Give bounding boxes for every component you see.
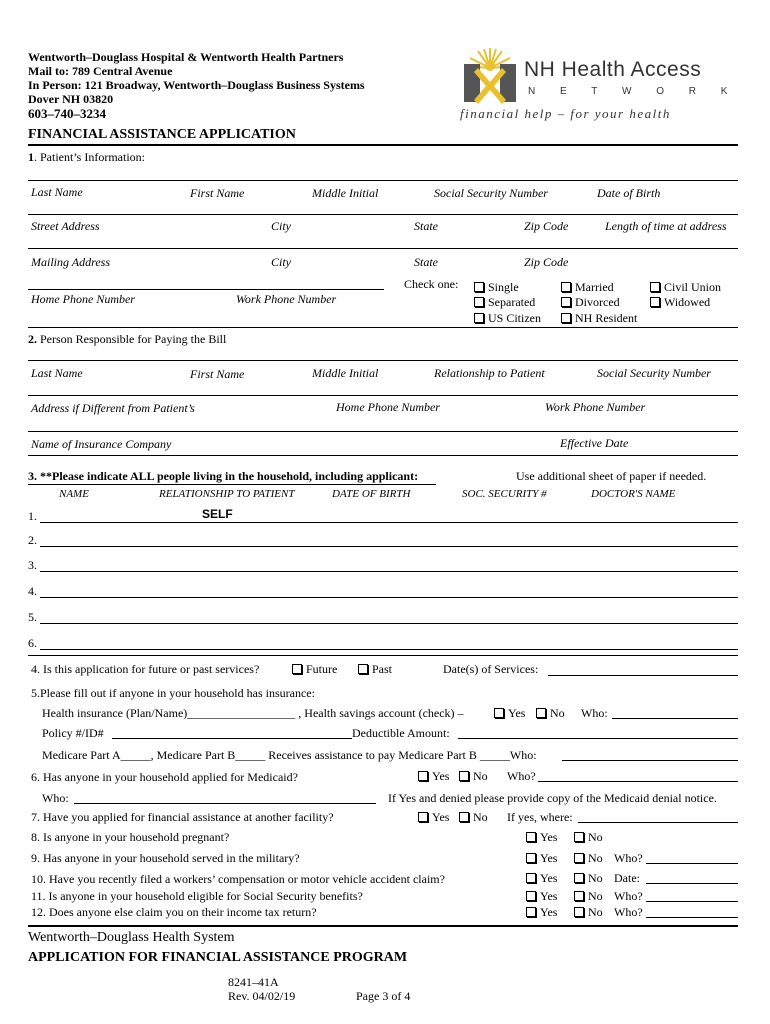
label-city-2: City bbox=[271, 255, 291, 269]
check-one-label: Check one: bbox=[404, 277, 459, 291]
household-row-4-number: 4. bbox=[28, 584, 37, 598]
section2-end-rule bbox=[28, 455, 738, 456]
payer-row2-line[interactable] bbox=[28, 395, 738, 396]
checkbox-icon[interactable] bbox=[459, 812, 469, 822]
q11-no[interactable]: No bbox=[574, 889, 603, 904]
q8-no[interactable]: No bbox=[574, 830, 603, 845]
q9-who-label: Who? bbox=[614, 851, 643, 865]
label-payer-middle-initial: Middle Initial bbox=[312, 366, 379, 380]
section2-heading bbox=[28, 332, 226, 347]
q5-policy-field[interactable] bbox=[112, 738, 352, 739]
footer-page-number: Page 3 of 4 bbox=[356, 989, 411, 1003]
q5-policy-label: Policy #/ID# bbox=[42, 726, 104, 740]
label-dob: Date of Birth bbox=[597, 186, 661, 200]
label-city: City bbox=[271, 219, 291, 233]
q7-yes[interactable]: Yes bbox=[418, 810, 449, 825]
section3-end-rule bbox=[28, 655, 738, 656]
checkbox-icon[interactable] bbox=[474, 282, 484, 292]
option-nh-resident[interactable]: NH Resident bbox=[561, 311, 637, 326]
label-payer-address: Address if Different from Patient’s bbox=[31, 401, 195, 415]
section3-heading: 3. **Please indicate ALL people living in the household, including applicant: bbox=[28, 469, 419, 483]
footer-revision: Rev. 04/02/19 bbox=[228, 989, 296, 1003]
q4-question: 4. Is this application for future or past services? bbox=[31, 662, 260, 676]
q9-who-field[interactable] bbox=[646, 863, 738, 864]
household-row-1-line[interactable] bbox=[40, 522, 738, 523]
checkbox-icon[interactable] bbox=[574, 853, 584, 863]
q5-deductible-field[interactable] bbox=[458, 738, 738, 739]
patient-row2-line[interactable] bbox=[28, 214, 738, 215]
label-zip-2: Zip Code bbox=[524, 255, 569, 269]
sunburst-person-icon bbox=[460, 46, 520, 106]
label-first-name: First Name bbox=[190, 186, 245, 200]
checkbox-icon[interactable] bbox=[574, 891, 584, 901]
footer-system-name: Wentworth–Douglass Health System bbox=[28, 930, 235, 945]
label-mailing-address: Mailing Address bbox=[31, 255, 111, 269]
q5-hsa-yes[interactable]: Yes bbox=[494, 706, 525, 721]
q6-question: 6. Has anyone in your household applied for Medicaid? bbox=[31, 770, 298, 784]
q5-medicare: Medicare Part A_____, Medicare Part B_____ Receives assistance to pay Medicare Part B _____Who: bbox=[42, 748, 537, 762]
q11-question: 11. Is anyone in your household eligible for Social Security benefits? bbox=[31, 889, 363, 903]
label-payer-ssn: Social Security Number bbox=[597, 366, 711, 380]
form-title: FINANCIAL ASSISTANCE APPLICATION bbox=[28, 127, 296, 142]
q7-where-field[interactable] bbox=[578, 822, 738, 823]
q11-yes[interactable]: Yes bbox=[526, 889, 557, 904]
col-ssn: SOC. SECURITY # bbox=[462, 488, 547, 500]
q10-yes[interactable]: Yes bbox=[526, 871, 557, 886]
checkbox-icon[interactable] bbox=[561, 282, 571, 292]
logo-tagline: financial help – for your health bbox=[460, 106, 671, 121]
option-divorced[interactable]: Divorced bbox=[561, 295, 620, 310]
q4-past-option[interactable]: Past bbox=[358, 662, 392, 677]
q6-no[interactable]: No bbox=[459, 769, 488, 784]
checkbox-icon[interactable] bbox=[536, 708, 546, 718]
q5-deductible-label: Deductible Amount: bbox=[352, 726, 450, 740]
q5-health-insurance: Health insurance (Plan/Name)__________________ , Health savings account (check) – bbox=[42, 706, 464, 720]
option-widowed[interactable]: Widowed bbox=[650, 295, 710, 310]
checkbox-icon[interactable] bbox=[574, 907, 584, 917]
q9-no[interactable]: No bbox=[574, 851, 603, 866]
checkbox-icon[interactable] bbox=[474, 313, 484, 323]
label-length-at-address: Length of time at address bbox=[605, 219, 727, 233]
label-insurance-company: Name of Insurance Company bbox=[31, 437, 172, 451]
q10-date-field[interactable] bbox=[646, 883, 738, 884]
q5-hsa-no[interactable]: No bbox=[536, 706, 565, 721]
household-row-1-number: 1. bbox=[28, 509, 37, 523]
q5-medicare-who-field[interactable] bbox=[562, 760, 738, 761]
household-row-1-relationship[interactable]: SELF bbox=[202, 507, 233, 521]
section2-number: 2. bbox=[28, 332, 37, 346]
payer-row3-line[interactable] bbox=[28, 431, 738, 432]
checkbox-icon[interactable] bbox=[650, 297, 660, 307]
label-zip: Zip Code bbox=[524, 219, 569, 233]
col-doctor: DOCTOR'S NAME bbox=[591, 488, 676, 500]
footer-form-number: 8241–41A bbox=[228, 975, 279, 989]
label-payer-last-name: Last Name bbox=[31, 366, 83, 380]
label-middle-initial: Middle Initial bbox=[312, 186, 379, 200]
org-name: Wentworth–Douglass Hospital & Wentworth Health Partners bbox=[28, 50, 344, 64]
col-relationship: RELATIONSHIP TO PATIENT bbox=[159, 488, 295, 500]
col-dob: DATE OF BIRTH bbox=[332, 488, 411, 500]
household-row-6-line[interactable] bbox=[40, 649, 738, 650]
label-work-phone: Work Phone Number bbox=[236, 292, 337, 306]
logo-title: NH Health Access bbox=[524, 58, 702, 81]
household-row-2-number: 2. bbox=[28, 533, 37, 547]
q9-question: 9. Has anyone in your household served in the military? bbox=[31, 851, 300, 865]
household-row-6-number: 6. bbox=[28, 636, 37, 650]
section2-title: Person Responsible for Paying the Bill bbox=[37, 332, 227, 346]
mail-to-address: Mail to: 789 Central Avenue bbox=[28, 64, 173, 78]
q7-no[interactable]: No bbox=[459, 810, 488, 825]
checkbox-icon[interactable] bbox=[561, 313, 571, 323]
option-civil-union[interactable]: Civil Union bbox=[650, 280, 721, 295]
label-last-name: Last Name bbox=[31, 185, 83, 199]
medicaid-denial-note: If Yes and denied please provide copy of the Medicaid denial notice. bbox=[388, 791, 717, 805]
checkbox-icon[interactable] bbox=[574, 832, 584, 842]
section1-heading bbox=[28, 150, 145, 165]
checkbox-icon[interactable] bbox=[459, 771, 469, 781]
household-row-4-line[interactable] bbox=[40, 597, 738, 598]
q12-who-field[interactable] bbox=[646, 917, 738, 918]
q6-who-label: Who? bbox=[507, 769, 536, 783]
label-payer-relationship: Relationship to Patient bbox=[434, 366, 545, 380]
checkbox-icon[interactable] bbox=[526, 853, 536, 863]
phone-number: 603–740–3234 bbox=[28, 106, 106, 121]
checkbox-icon[interactable] bbox=[526, 907, 536, 917]
q8-question: 8. Is anyone in your household pregnant? bbox=[31, 830, 230, 844]
q11-who-field[interactable] bbox=[646, 901, 738, 902]
q8-yes[interactable]: Yes bbox=[526, 830, 557, 845]
section1-title: . Patient’s Information: bbox=[34, 150, 145, 164]
q7-question: 7. Have you applied for financial assistance at another facility? bbox=[31, 810, 334, 824]
q12-question: 12. Does anyone else claim you on their income tax return? bbox=[31, 905, 317, 919]
label-payer-work-phone: Work Phone Number bbox=[545, 400, 646, 414]
q6-who-field[interactable] bbox=[538, 781, 738, 782]
q6-yes[interactable]: Yes bbox=[418, 769, 449, 784]
logo-network: N E T W O R K bbox=[528, 86, 739, 97]
q11-who-label: Who? bbox=[614, 889, 643, 903]
nh-health-access-logo bbox=[460, 44, 750, 124]
section3-note: Use additional sheet of paper if needed. bbox=[516, 469, 707, 483]
checkbox-icon[interactable] bbox=[561, 297, 571, 307]
label-street-address: Street Address bbox=[31, 219, 100, 233]
q6-who2-label: Who: bbox=[42, 791, 69, 805]
option-single[interactable]: Single bbox=[474, 280, 519, 295]
option-separated[interactable]: Separated bbox=[474, 295, 535, 310]
checkbox-icon[interactable] bbox=[418, 812, 428, 822]
option-us-citizen[interactable]: US Citizen bbox=[474, 311, 541, 326]
checkbox-icon[interactable] bbox=[418, 771, 428, 781]
q12-no[interactable]: No bbox=[574, 905, 603, 920]
q4-dates-label: Date(s) of Services: bbox=[443, 662, 539, 676]
q5-who-field[interactable] bbox=[612, 718, 738, 719]
household-row-3-number: 3. bbox=[28, 558, 37, 572]
footer-program-title: APPLICATION FOR FINANCIAL ASSISTANCE PROGRAM bbox=[28, 950, 408, 965]
section3-heading-underline bbox=[28, 484, 436, 485]
label-effective-date: Effective Date bbox=[560, 436, 629, 450]
section1-number: 1 bbox=[28, 150, 34, 164]
q9-yes[interactable]: Yes bbox=[526, 851, 557, 866]
payer-row1-line[interactable] bbox=[28, 360, 738, 361]
checkbox-icon[interactable] bbox=[358, 664, 368, 674]
q10-question: 10. Have you recently filed a workers’ compensation or motor vehicle accident claim? bbox=[31, 872, 445, 886]
label-ssn: Social Security Number bbox=[434, 186, 548, 200]
checkbox-icon[interactable] bbox=[474, 297, 484, 307]
checkbox-icon[interactable] bbox=[650, 282, 660, 292]
q5-who-label: Who: bbox=[581, 706, 608, 720]
q10-date-label: Date: bbox=[614, 871, 640, 885]
patient-row1-line[interactable] bbox=[28, 180, 738, 181]
section1-end-rule bbox=[28, 327, 738, 328]
checkbox-icon[interactable] bbox=[292, 664, 302, 674]
q7-where-label: If yes, where: bbox=[507, 810, 573, 824]
option-married[interactable]: Married bbox=[561, 280, 614, 295]
checkbox-icon[interactable] bbox=[526, 873, 536, 883]
household-row-2-line[interactable] bbox=[40, 546, 738, 547]
patient-row3-line[interactable] bbox=[28, 248, 738, 249]
household-row-5-number: 5. bbox=[28, 610, 37, 624]
q4-future-option[interactable]: Future bbox=[292, 662, 337, 677]
q12-who-label: Who? bbox=[614, 905, 643, 919]
q4-dates-field[interactable] bbox=[548, 675, 738, 676]
city-line: Dover NH 03820 bbox=[28, 92, 114, 106]
footer-rule bbox=[28, 925, 738, 927]
label-state: State bbox=[414, 219, 438, 233]
q12-yes[interactable]: Yes bbox=[526, 905, 557, 920]
label-payer-first-name: First Name bbox=[190, 367, 245, 381]
q6-who2-field[interactable] bbox=[74, 803, 376, 804]
patient-row4-line[interactable] bbox=[28, 289, 384, 290]
checkbox-icon[interactable] bbox=[526, 832, 536, 842]
label-payer-home-phone: Home Phone Number bbox=[336, 400, 440, 414]
label-state-2: State bbox=[414, 255, 438, 269]
household-row-3-line[interactable] bbox=[40, 571, 738, 572]
household-row-5-line[interactable] bbox=[40, 623, 738, 624]
in-person-address: In Person: 121 Broadway, Wentworth–Douglass Business Systems bbox=[28, 78, 365, 92]
col-name: NAME bbox=[59, 488, 89, 500]
checkbox-icon[interactable] bbox=[526, 891, 536, 901]
q5-question: 5.Please fill out if anyone in your household has insurance: bbox=[31, 686, 315, 700]
checkbox-icon[interactable] bbox=[494, 708, 504, 718]
label-home-phone: Home Phone Number bbox=[31, 292, 135, 306]
q10-no[interactable]: No bbox=[574, 871, 603, 886]
title-rule bbox=[28, 144, 738, 146]
checkbox-icon[interactable] bbox=[574, 873, 584, 883]
